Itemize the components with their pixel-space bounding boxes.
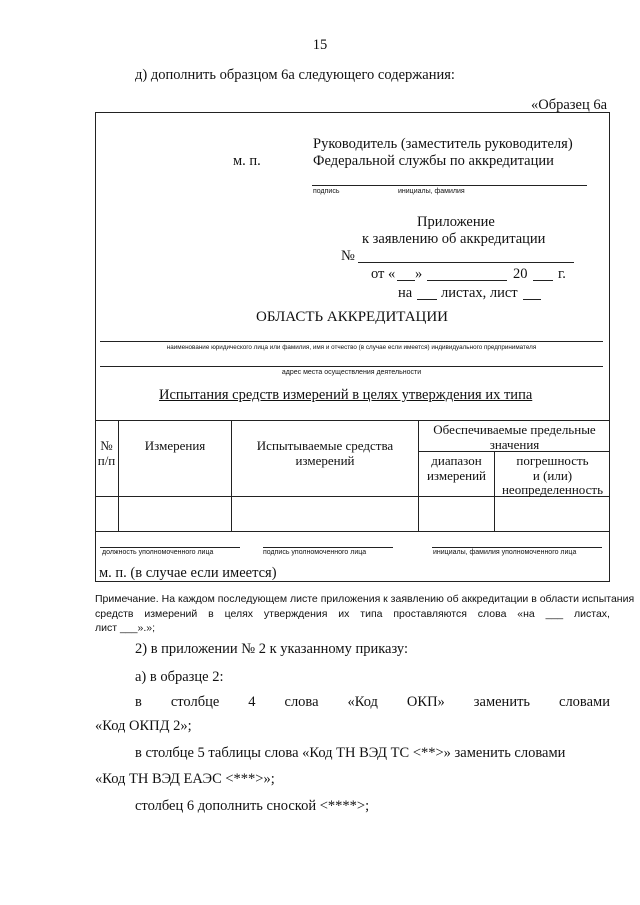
note-line-2 bbox=[95, 608, 610, 620]
note-word: целях bbox=[224, 608, 254, 620]
para-word: ОКП» bbox=[406, 694, 445, 710]
address-line bbox=[100, 366, 603, 367]
mp-stamp: м. п. bbox=[233, 153, 261, 169]
note-word: их bbox=[338, 608, 350, 620]
year-line bbox=[533, 280, 553, 281]
position-line bbox=[100, 547, 240, 548]
col-error-line3: неопределенность bbox=[501, 482, 604, 497]
note-word: проставляются bbox=[393, 608, 467, 620]
para-2-line-1: в столбце 5 таблицы слова «Код ТН ВЭД ТС <**>» заменить словами bbox=[135, 745, 566, 761]
para-word: столбце bbox=[170, 694, 220, 710]
caption-entity: наименование юридического лица или фамилия, имя и отчество (в случае если имеется) индивидуального предпринимателя bbox=[166, 344, 537, 351]
number-line bbox=[358, 262, 574, 263]
col-provided-line1: Обеспечиваемые предельные bbox=[433, 422, 596, 437]
section-title: Испытания средств измерений в целях утверждения их типа bbox=[159, 387, 533, 403]
number-label: № bbox=[341, 248, 355, 264]
note-word: утверждения bbox=[263, 608, 328, 620]
sheets-on: на bbox=[398, 285, 413, 301]
para-1 bbox=[135, 694, 610, 711]
para-1-continued: «Код ОКПД 2»; bbox=[95, 718, 192, 734]
para-2-line-2: «Код ТН ВЭД ЕАЭС <***>»; bbox=[95, 771, 275, 787]
page-number: 15 bbox=[312, 37, 328, 53]
day-line bbox=[397, 280, 415, 281]
para-word: 4 bbox=[248, 694, 256, 710]
col-provided-line2: значения bbox=[489, 437, 540, 452]
month-line bbox=[427, 280, 507, 281]
date-year-suffix: г. bbox=[558, 266, 566, 282]
col-no-line2: п/п bbox=[97, 453, 116, 468]
note-word: типа bbox=[360, 608, 383, 620]
sheets-word: листах, лист bbox=[441, 285, 518, 301]
date-year: 20 bbox=[513, 266, 528, 282]
note-word: «на bbox=[517, 608, 535, 620]
col-range-line1: диапазон bbox=[431, 453, 482, 468]
col-tested-line2: измерений bbox=[295, 453, 355, 468]
signature-line-2 bbox=[263, 547, 393, 548]
col-measure: Измерения bbox=[144, 438, 206, 453]
date-quote-close: » bbox=[415, 266, 423, 282]
appendix-title: Приложение bbox=[417, 214, 495, 230]
caption-name: инициалы, фамилия уполномоченного лица bbox=[433, 549, 577, 556]
sheet-number-line bbox=[523, 299, 541, 300]
mp-bottom: м. п. (в случае если имеется) bbox=[99, 565, 277, 581]
caption-signature: подпись уполномоченного лица bbox=[263, 549, 367, 556]
para-word: «Код bbox=[347, 694, 378, 710]
area-title: ОБЛАСТЬ АККРЕДИТАЦИИ bbox=[256, 309, 449, 325]
note-word: ___ bbox=[545, 608, 564, 620]
sample-label: «Образец 6а bbox=[531, 97, 608, 113]
para-word: слова bbox=[284, 694, 319, 710]
item-2a: а) в образце 2: bbox=[135, 669, 224, 685]
col-divider-2 bbox=[231, 420, 232, 531]
col-error-line2: и (или) bbox=[532, 468, 573, 483]
para-word: заменить bbox=[473, 694, 531, 710]
sheets-count-line bbox=[417, 299, 437, 300]
caption-position: должность уполномоченного лица bbox=[102, 549, 214, 556]
date-from: от « bbox=[371, 266, 396, 282]
caption-initials: инициалы, фамилия bbox=[398, 188, 465, 195]
para-word: словами bbox=[559, 694, 610, 710]
note-word: средств bbox=[95, 608, 134, 620]
para-word: в bbox=[135, 694, 142, 710]
head-line-2: Федеральной службы по аккредитации bbox=[313, 153, 554, 169]
item-2: 2) в приложении № 2 к указанному приказу: bbox=[135, 641, 409, 657]
caption-address: адрес места осуществления деятельности bbox=[281, 369, 422, 376]
table-bottom-border bbox=[95, 531, 610, 532]
head-line-1: Руководитель (заместитель руководителя) bbox=[313, 136, 573, 152]
signature-line bbox=[312, 185, 587, 186]
para-3: столбец 6 дополнить сноской <****>; bbox=[135, 798, 370, 814]
caption-sign: подпись bbox=[313, 188, 340, 195]
col-no-line1: № bbox=[100, 438, 113, 453]
note-word: в bbox=[208, 608, 214, 620]
col-error-line1: погрешность bbox=[516, 453, 589, 468]
note-line-1: Примечание. На каждом последующем листе приложения к заявлению об аккредитации в области испытания bbox=[95, 593, 635, 605]
col-tested-line1: Испытываемые средства bbox=[256, 438, 394, 453]
appendix-subtitle: к заявлению об аккредитации bbox=[362, 231, 546, 247]
note-word: измерений bbox=[144, 608, 198, 620]
note-word: листах, bbox=[574, 608, 610, 620]
note-line-3: лист ___».»; bbox=[95, 622, 156, 634]
note-word: слова bbox=[477, 608, 507, 620]
col-divider-1 bbox=[118, 420, 119, 531]
name-line bbox=[432, 547, 602, 548]
col-range-line2: измерений bbox=[426, 468, 487, 483]
entity-line bbox=[100, 341, 603, 342]
intro-text: д) дополнить образцом 6а следующего содержания: bbox=[135, 67, 455, 83]
table-top-border bbox=[95, 420, 610, 421]
